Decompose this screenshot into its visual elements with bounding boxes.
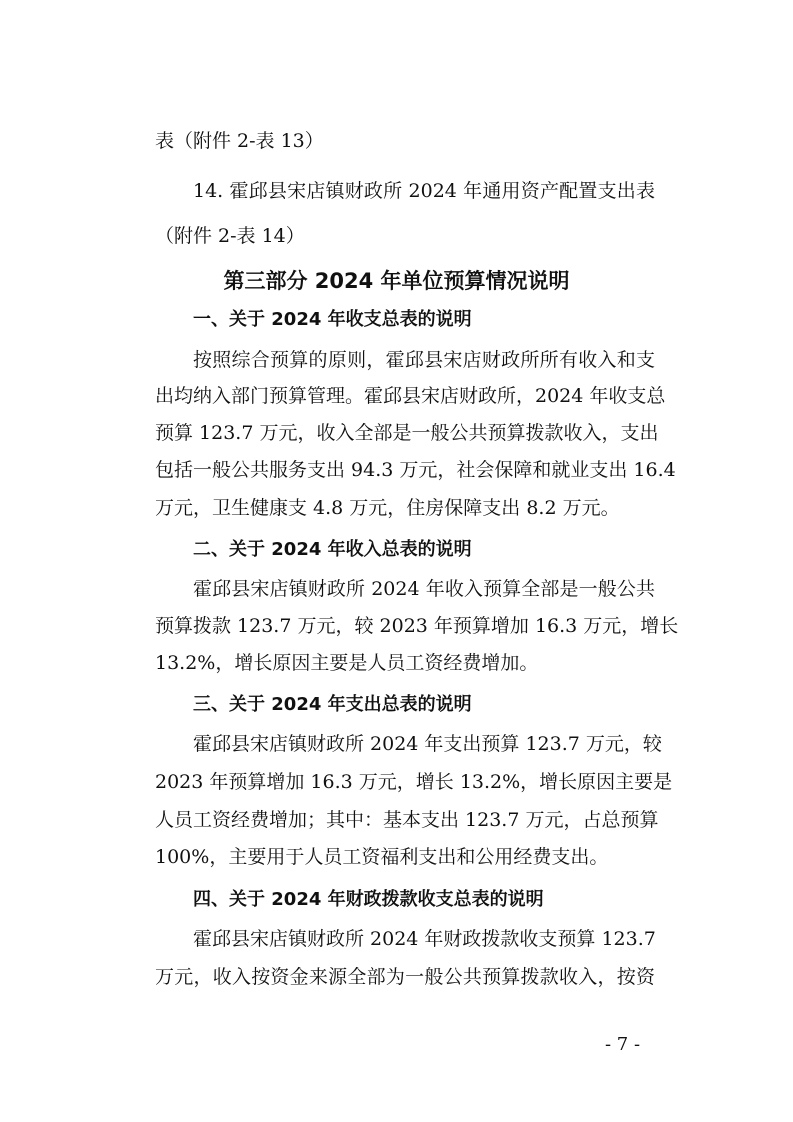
section-heading-2: 二、关于 2024 年收入总表的说明 [193,539,472,560]
paragraph-line: 人员工资经费增加；其中：基本支出 123.7 万元，占总预算 [155,809,659,831]
paragraph-line: 100%，主要用于人员工资福利支出和公用经费支出。 [155,846,609,868]
paragraph-line: 2023 年预算增加 16.3 万元，增长 13.2%，增长原因主要是 [155,771,673,793]
paragraph-line: 预算 123.7 万元，收入全部是一般公共预算拨款收入，支出 [155,422,659,444]
part-heading: 第三部分 2024 年单位预算情况说明 [223,269,570,293]
paragraph-line: 万元，卫生健康支 4.8 万元，住房保障支出 8.2 万元。 [155,497,620,519]
section-heading-1: 一、关于 2024 年收支总表的说明 [193,309,472,330]
paragraph-line: 包括一般公共服务支出 94.3 万元，社会保障和就业支出 16.4 [155,459,676,481]
body-text-line: （附件 2-表 14） [155,225,305,247]
body-text-line: 表（附件 2-表 13） [155,130,324,152]
paragraph-line: 按照综合预算的原则，霍邱县宋店财政所所有收入和支 [193,349,655,371]
paragraph-line: 霍邱县宋店镇财政所 2024 年支出预算 123.7 万元，较 [193,733,662,755]
attachment-item-14: 14. 霍邱县宋店镇财政所 2024 年通用资产配置支出表 [193,180,655,202]
section-heading-3: 三、关于 2024 年支出总表的说明 [193,694,472,715]
paragraph-line: 万元，收入按资金来源全部为一般公共预算拨款收入，按资 [155,966,655,988]
paragraph-line: 13.2%，增长原因主要是人员工资经费增加。 [155,652,539,674]
page-number: - 7 - [605,1034,641,1055]
paragraph-line: 霍邱县宋店镇财政所 2024 年财政拨款收支预算 123.7 [193,928,656,950]
paragraph-line: 霍邱县宋店镇财政所 2024 年收入预算全部是一般公共 [193,578,655,600]
section-heading-4: 四、关于 2024 年财政拨款收支总表的说明 [193,889,544,910]
paragraph-line: 出均纳入部门预算管理。霍邱县宋店财政所，2024 年收支总 [155,385,666,407]
paragraph-line: 预算拨款 123.7 万元，较 2023 年预算增加 16.3 万元，增长 [155,615,679,637]
